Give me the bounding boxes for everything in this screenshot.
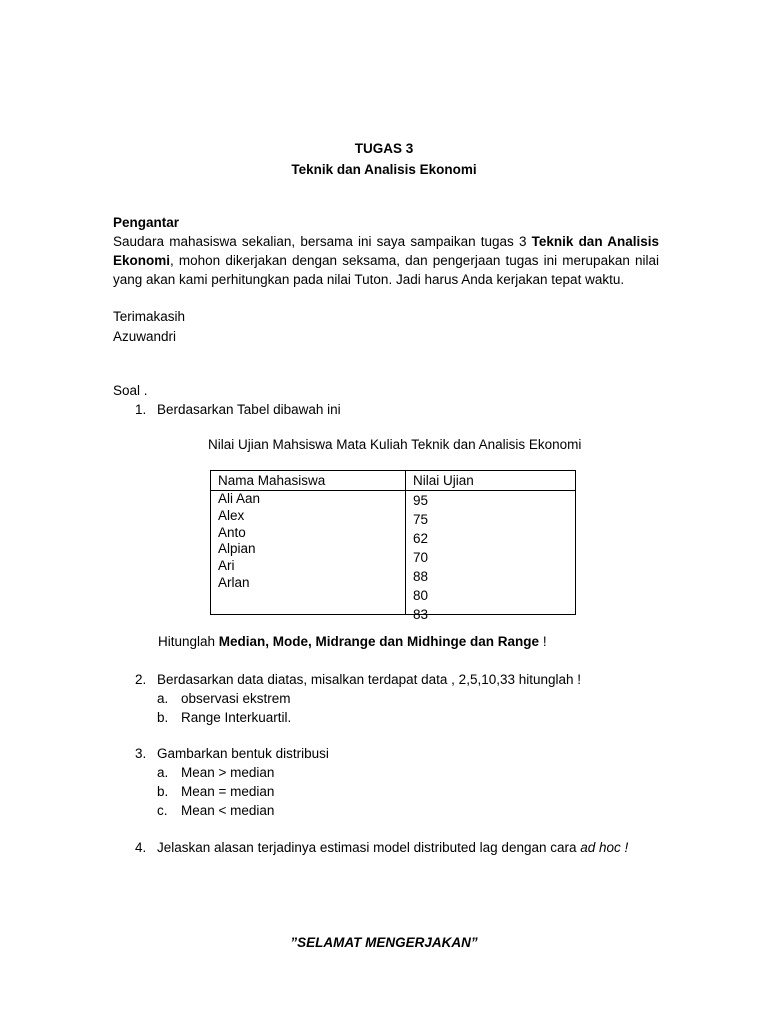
question-text: Berdasarkan data diatas, misalkan terdapat data , 2,5,10,33 hitunglah ! — [157, 672, 582, 687]
student-score: 80 — [413, 588, 429, 603]
item-letter: c. — [157, 803, 168, 818]
student-score: 62 — [413, 531, 429, 546]
thanks-text: Terimakasih — [113, 309, 186, 324]
student-name: Alpian — [218, 541, 256, 557]
student-score: 83 — [413, 607, 429, 622]
student-score: 95 — [413, 493, 429, 508]
student-name: Ari — [218, 558, 235, 574]
table-caption: Nilai Ujian Mahsiswa Mata Kuliah Teknik dan Analisis Ekonomi — [208, 437, 582, 452]
scores-cell — [406, 491, 576, 622]
student-name: Anto — [218, 524, 246, 540]
table-header-row — [211, 471, 576, 491]
item-letter: b. — [157, 784, 169, 799]
item-text: observasi ekstrem — [181, 691, 291, 706]
question-number: 1. — [135, 402, 147, 417]
closing-text: ”SELAMAT MENGERJAKAN” — [290, 935, 478, 950]
item-letter: a. — [157, 765, 169, 780]
item-letter: b. — [157, 710, 169, 725]
question-text: Berdasarkan Tabel dibawah ini — [157, 402, 341, 417]
document-title: TUGAS 3 — [354, 141, 414, 156]
student-name: Arlan — [218, 574, 250, 590]
question-text: Jelaskan alasan terjadinya estimasi model distributed lag dengan cara ad hoc ! — [157, 840, 629, 855]
student-name: Alex — [218, 507, 245, 523]
item-letter: a. — [157, 691, 169, 706]
questions-heading: Soal . — [113, 383, 148, 398]
student-score: 88 — [413, 569, 429, 584]
table-header-score: Nilai Ujian — [406, 471, 576, 491]
table-row — [211, 491, 576, 615]
grades-table — [210, 470, 576, 622]
author-name: Azuwandri — [113, 329, 177, 344]
intro-paragraph: Saudara mahasiswa sekalian, bersama ini saya sampaikan tugas 3 Teknik dan Analisis Ekonomi, mohon dikerjakan dengan seksama, dan pengerjaan tugas ini merupakan nilai yang akan kami perhitungkan pada nilai Tuton. Jadi harus Anda kerjakan tepat waktu. — [113, 234, 659, 287]
item-text: Mean = median — [181, 784, 275, 799]
item-text: Mean < median — [181, 803, 275, 818]
student-name: Ali Aan — [218, 491, 261, 506]
item-text: Range Interkuartil. — [181, 710, 292, 725]
document-subtitle: Teknik dan Analisis Ekonomi — [291, 162, 477, 177]
item-text: Mean > median — [181, 765, 275, 780]
table-header-name: Nama Mahasiswa — [211, 471, 406, 491]
question-number: 2. — [135, 672, 147, 687]
intro-heading: Pengantar — [113, 215, 180, 230]
names-cell — [211, 491, 406, 615]
question-text: Gambarkan bentuk distribusi — [157, 746, 329, 761]
student-score: 70 — [413, 550, 429, 565]
question-number: 3. — [135, 746, 147, 761]
question-number: 4. — [135, 840, 147, 855]
question-1-instruction: Hitunglah Median, Mode, Midrange dan Midhinge dan Range ! — [158, 634, 547, 649]
student-score: 75 — [413, 512, 429, 527]
